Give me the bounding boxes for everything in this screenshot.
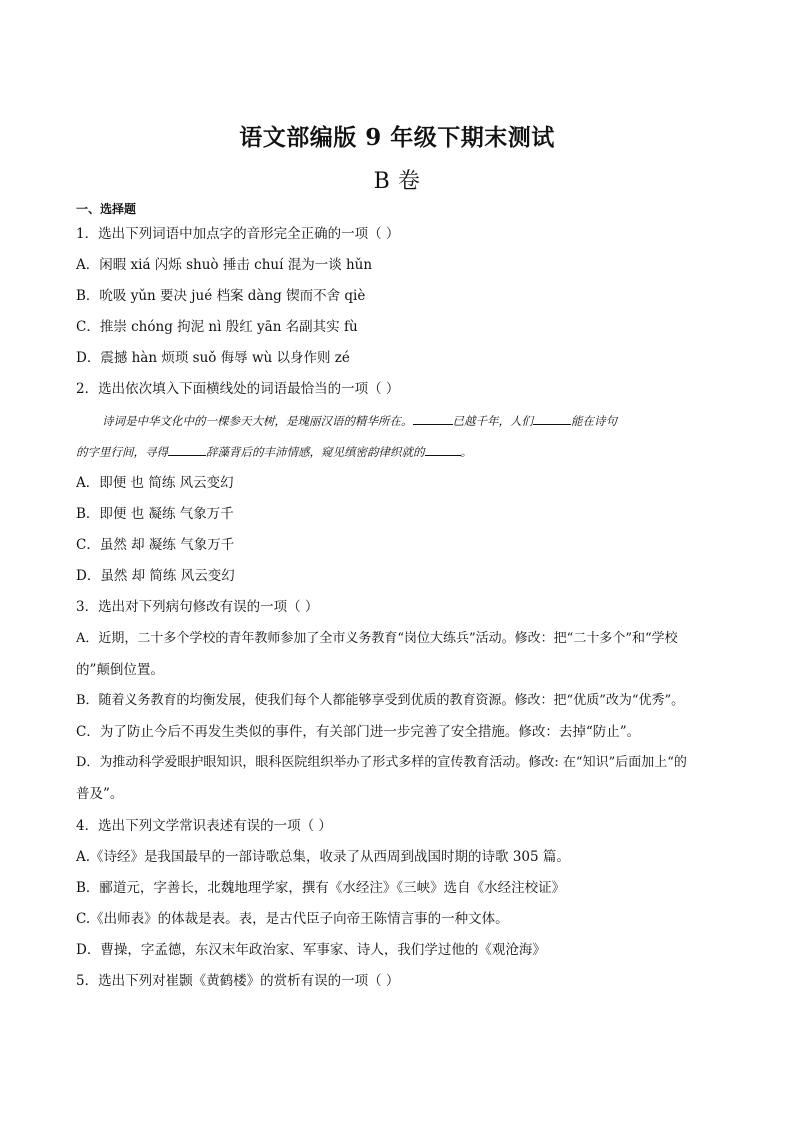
page-title: 语文部编版 9 年级下期末测试 (239, 124, 555, 151)
passage-text: 已越千年，人们 (452, 414, 533, 428)
question-3-option-b: B．随着义务教育的均衡发展，使我们每个人都能够享受到优质的教育资源。修改：把“优质”改为“优秀”。 (76, 693, 685, 708)
blank-1 (413, 413, 453, 425)
question-3-option-a-line-2: 的”颠倒位置。 (76, 662, 164, 678)
question-1-option-d: D．震撼 hàn 烦琐 suǒ 侮辱 wù 以身作则 zé (76, 350, 350, 366)
question-4-option-a: A.《诗经》是我国最早的一部诗歌总集，收录了从西周到战国时期的诗歌 305 篇。 (76, 849, 570, 865)
passage-text: 辞藻背后的丰沛情感，窥见缜密韵律织就的 (206, 445, 425, 459)
question-3-option-d-line-1: D．为推动科学爱眼护眼知识，眼科医院组织举办了形式多样的宣传教育活动。修改: 在“知识”后面加上“的 (76, 755, 687, 770)
passage-text: 能在诗句 (571, 414, 617, 428)
question-2-option-a: A．即便 也 简练 风云变幻 (76, 475, 234, 491)
question-2-option-c: C．虽然 却 凝练 气象万千 (76, 537, 235, 553)
question-1-option-a: A．闲暇 xiá 闪烁 shuò 捶击 chuí 混为一谈 hǔn (76, 257, 373, 273)
blank-4 (425, 444, 461, 456)
question-3-option-d-line-2: 普及”。 (76, 786, 124, 802)
question-2-passage-line-1 (76, 413, 726, 429)
section-heading: 一、选择题 (76, 202, 137, 216)
question-2-passage-line-2 (76, 444, 726, 460)
passage-text: 。 (460, 445, 472, 459)
question-1-option-b: B．吮吸 yǔn 要决 jué 档案 dàng 锲而不舍 qiè (76, 288, 366, 304)
question-4-option-b: B．郦道元，字善长，北魏地理学家，撰有《水经注》《三峡》选自《水经注校证》 (76, 880, 566, 896)
question-4-stem: 4．选出下列文学常识表述有误的一项（ ） (76, 818, 332, 834)
question-2-option-d: D．虽然 却 简练 风云变幻 (76, 568, 235, 584)
passage-text: 诗词是中华文化中的一棵参天大树，是瑰丽汉语的精华所在。 (102, 414, 413, 428)
question-4-option-c: C.《出师表》的体裁是表。表，是古代臣子向帝王陈情言事的一种文体。 (76, 911, 509, 927)
page-subtitle: B 卷 (373, 169, 421, 194)
blank-2 (533, 413, 571, 425)
blank-3 (168, 444, 206, 456)
question-4-option-d: D．曹操，字孟德，东汉末年政治家、军事家、诗人，我们学过他的《观沧海》 (76, 942, 546, 958)
question-3-stem: 3．选出对下列病句修改有误的一项（ ） (76, 599, 319, 615)
question-3-option-a-line-1: A．近期，二十多个学校的青年教师参加了全市义务教育“岗位大练兵”活动。修改：把“二十多个”和“学校 (76, 631, 678, 646)
question-3-option-c: C．为了防止今后不再发生类似的事件，有关部门进一步完善了安全措施。修改：去掉“防止”。 (76, 724, 641, 740)
question-5-stem: 5．选出下列对崔颢《黄鹤楼》的赏析有误的一项（ ） (76, 973, 400, 989)
passage-text: 的字里行间，寻得 (76, 445, 168, 459)
question-1-stem: 1．选出下列词语中加点字的音形完全正确的一项（ ） (76, 226, 400, 242)
question-1-option-c: C．推崇 chóng 拘泥 nì 殷红 yān 名副其实 fù (76, 319, 358, 335)
question-2-option-b: B．即便 也 凝练 气象万千 (76, 506, 234, 522)
question-2-stem: 2．选出依次填入下面横线处的词语最恰当的一项（ ） (76, 381, 400, 397)
